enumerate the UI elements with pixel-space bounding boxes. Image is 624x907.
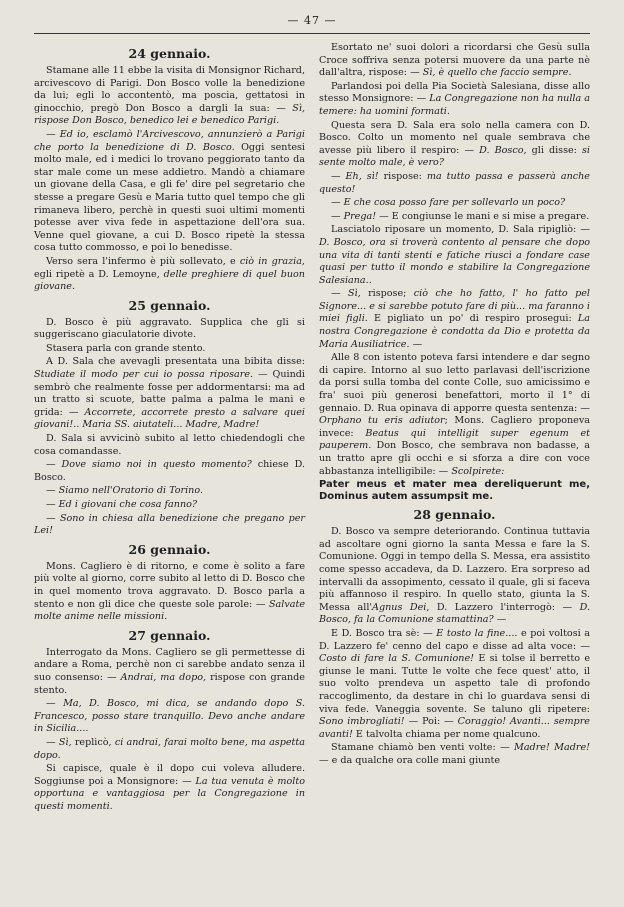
right-column bbox=[319, 42, 590, 814]
heading-26-gennaio: 26 gennaio. bbox=[128, 541, 211, 557]
paragraph: Stamane alle 11 ebbe la visita di Monsignor Richard, arcivescovo di Parigi. Don Bosco volle la benedizione da lui; egli lo accontentò, ma poscia, gettatosi in ginocchio, pregò Don Bosco a dargli la sua: — Sì, rispose Don Bosco, benedico lei e benedico Parigi. bbox=[34, 65, 305, 127]
heading-25-gennaio: 25 gennaio. bbox=[128, 297, 211, 313]
paragraph: Parlandosi poi della Pia Società Salesiana, disse allo stesso Monsignore: — La Congregazione non ha nulla a temere: ha uomini formati. bbox=[319, 80, 590, 117]
inscription-text: Pater meus et mater mea dereliquerunt me, Dominus autem assumpsit me. bbox=[319, 479, 590, 503]
paragraph: — Dove siamo noi in questo momento? chiese D. Bosco. bbox=[34, 459, 305, 483]
paragraph: — Siamo nell'Oratorio di Torino. bbox=[46, 485, 204, 497]
paragraph: — Sono in chiesa alla benedizione che pregano per Lei! bbox=[34, 512, 305, 537]
two-column-text bbox=[34, 42, 590, 814]
paragraph: — Sì, replicò, ci andrai, farai molto bene, ma aspetta dopo. bbox=[34, 736, 305, 761]
paragraph: D. Bosco è più aggravato. Supplica che gli si suggeriscano giaculatorie divote. bbox=[34, 316, 305, 341]
paragraph: — Ed io, esclamò l'Arcivescovo, annunzierò a Parigi che porto la benedizione di D. Bosco. Oggi sentesi molto male, ed i medici lo trovano peggiorato tanto da star male come un mese addietro. Mandò a chiamare un giovane della Casa, e gli fe' dire pel segretario che stesse a pregare Gesù e Maria tutto quel tempo che gli rimaneva libero, perchè in questi suoi ultimi momenti potesse aver viva fede in aspettazione dell'ora sua. Venne quel giovane, a cui D. Bosco ripetè la stessa cosa tutto commosso, e poi lo benedisse. bbox=[34, 128, 305, 254]
heading-24-gennaio: 24 gennaio. bbox=[128, 46, 211, 61]
paragraph: Stasera parla con grande stento. bbox=[46, 342, 206, 354]
paragraph: — Sì, rispose; ciò che ho fatto, l' ho fatto pel Signore... e si sarebbe potuto fare di più... ma faranno i miei figli. E pigliato un po' di respiro prosegui: La nostra Congregazione è condotta da Dio e protetta da Maria Ausiliatrice. — bbox=[319, 288, 590, 350]
paragraph: Questa sera D. Sala era solo nella camera con D. Bosco. Colto un momento nel quale sembrava che avesse più libero il respiro: — D. Bosco, gli disse: si sente molto male, è vero? bbox=[319, 119, 590, 169]
paragraph: D. Sala si avvicinò subito al letto chiedendogli che cosa comandasse. bbox=[34, 433, 305, 457]
paragraph: — Ma, D. Bosco, mi dica, se andando dopo S. Francesco, posso stare tranquillo. Devo anche andare in Sicilia.... bbox=[34, 698, 305, 735]
paragraph: A D. Sala che avevagli presentata una bibita disse: Studiate il modo per cui io possa riposare. — Quindi sembrò che realmente fosse per addormentarsi: ma ad un tratto si scuote, batte palma a palma le mani e grida: — Accorrete, accorrete presto a salvare quei giovani!.. Maria SS. aiutateli... Madre, Madre! bbox=[34, 356, 305, 431]
paragraph: Si capisce, quale è il dopo cui voleva alludere. Soggiunse poi a Monsignore: — La tua venuta è molto opportuna e vantaggiosa per la Congregazione in questi momenti. bbox=[34, 763, 306, 812]
heading-27-gennaio: 27 gennaio. bbox=[128, 627, 211, 643]
paragraph: Lasciatolo riposare un momento, D. Sala ripigliò: — D. Bosco, ora si troverà contento al pensare che dopo una vita di tanti stenti e fatiche riuscì a fondare case quasi per tutto il mondo e stabilire la Congregazione Salesiana.. bbox=[319, 224, 591, 286]
paragraph: E D. Bosco tra sè: — E tosto la fine.... e poi voltosi a D. Lazzero fe' cenno del capo e disse ad alta voce: — Costo di fare la S. Comunione! E si tolse il berretto e giunse le mani. Tutte le volte che fece quest' atto, il suo volto prendeva un aspetto tale di profondo raccoglimento, da destare in chi lo guardava sensi di viva fede. Vaneggia sovente. Se taluno gli ripetere: Sono imbrogliati! — Poi: — Coraggio! Avanti... sempre avanti! E talvolta chiama per nome qualcuno. bbox=[319, 627, 591, 740]
paragraph: D. Bosco va sempre deteriorando. Continua tuttavia ad ascoltare ogni giorno la santa Messa e fare la S. Comunione. Oggi in tempo della S. Messa, era assistito come spesso accadeva, da D. Lazzero. Era sorpreso ad intervalli da assopimento, cessato il quale, gli si faceva più affannoso il respiro. In quello stato, giunta la S. Messa all'Agnus Dei, D. Lazzero l'interrogò: — D. Bosco, fa la Comunione stamattina? — bbox=[319, 526, 591, 626]
header-rule bbox=[34, 33, 590, 34]
page-number: — 47 — bbox=[287, 14, 337, 27]
heading-28-gennaio: 28 gennaio. bbox=[413, 507, 496, 523]
paragraph: Stamane chiamò ben venti volte: — Madre! Madre! — e da qualche ora colle mani giunte bbox=[319, 742, 590, 766]
paragraph: — Prega! — E congiunse le mani e si mise a pregare. bbox=[331, 210, 590, 222]
paragraph: — Ed i giovani che cosa fanno? bbox=[46, 499, 198, 510]
paragraph: Interrogato da Mons. Cagliero se gli permettesse di andare a Roma, perchè non ci sarebbe andato senza il suo consenso: — Andrai, ma dopo, rispose con grande stento. bbox=[34, 646, 305, 696]
paragraph: Esortato ne' suoi dolori a ricordarsi che Gesù sulla Croce soffriva senza potersi muovere da una parte nè dall'altra, rispose: — Sì, è quello che faccio sempre. bbox=[319, 42, 590, 79]
left-column bbox=[34, 42, 305, 814]
paragraph: — Eh, sì! rispose: ma tutto passa e passerà anche questo! bbox=[319, 170, 590, 195]
paragraph: Verso sera l'infermo è più sollevato, e ciò in grazia, egli ripetè a D. Lemoyne, delle preghiere di quel buon giovane. bbox=[34, 255, 305, 293]
paragraph: Alle 8 con istento poteva farsi intendere e dar segno di capire. Intorno al suo letto parlavasi dell'iscrizione da porsi sulla tomba del conte Colle, suo amicissimo e fra' suoi più generosi benefattori, morto il 1° di gennaio. D. Rua opinava di apporre questa sentenza: — Orphano tu eris adiutor; Mons. Cagliero proponeva invece: Beatus qui intelligit super egenum et pauperem. Don Bosco, che sembrava non badasse, a un tratto apre gli occhi e si sforza a dire con voce abbastanza intelligibile: — Scolpirete: bbox=[319, 352, 590, 477]
paragraph: Mons. Cagliero è di ritorno, e come è solito a fare più volte al giorno, corre subito al letto di D. Bosco che in quel momento trova aggravato. D. Bosco parla a stento e non gli dice che queste sole parole: — Salvate molte anime nelle missioni. bbox=[34, 560, 305, 623]
paragraph: — E che cosa posso fare per sollevarlo un poco? bbox=[331, 197, 566, 209]
